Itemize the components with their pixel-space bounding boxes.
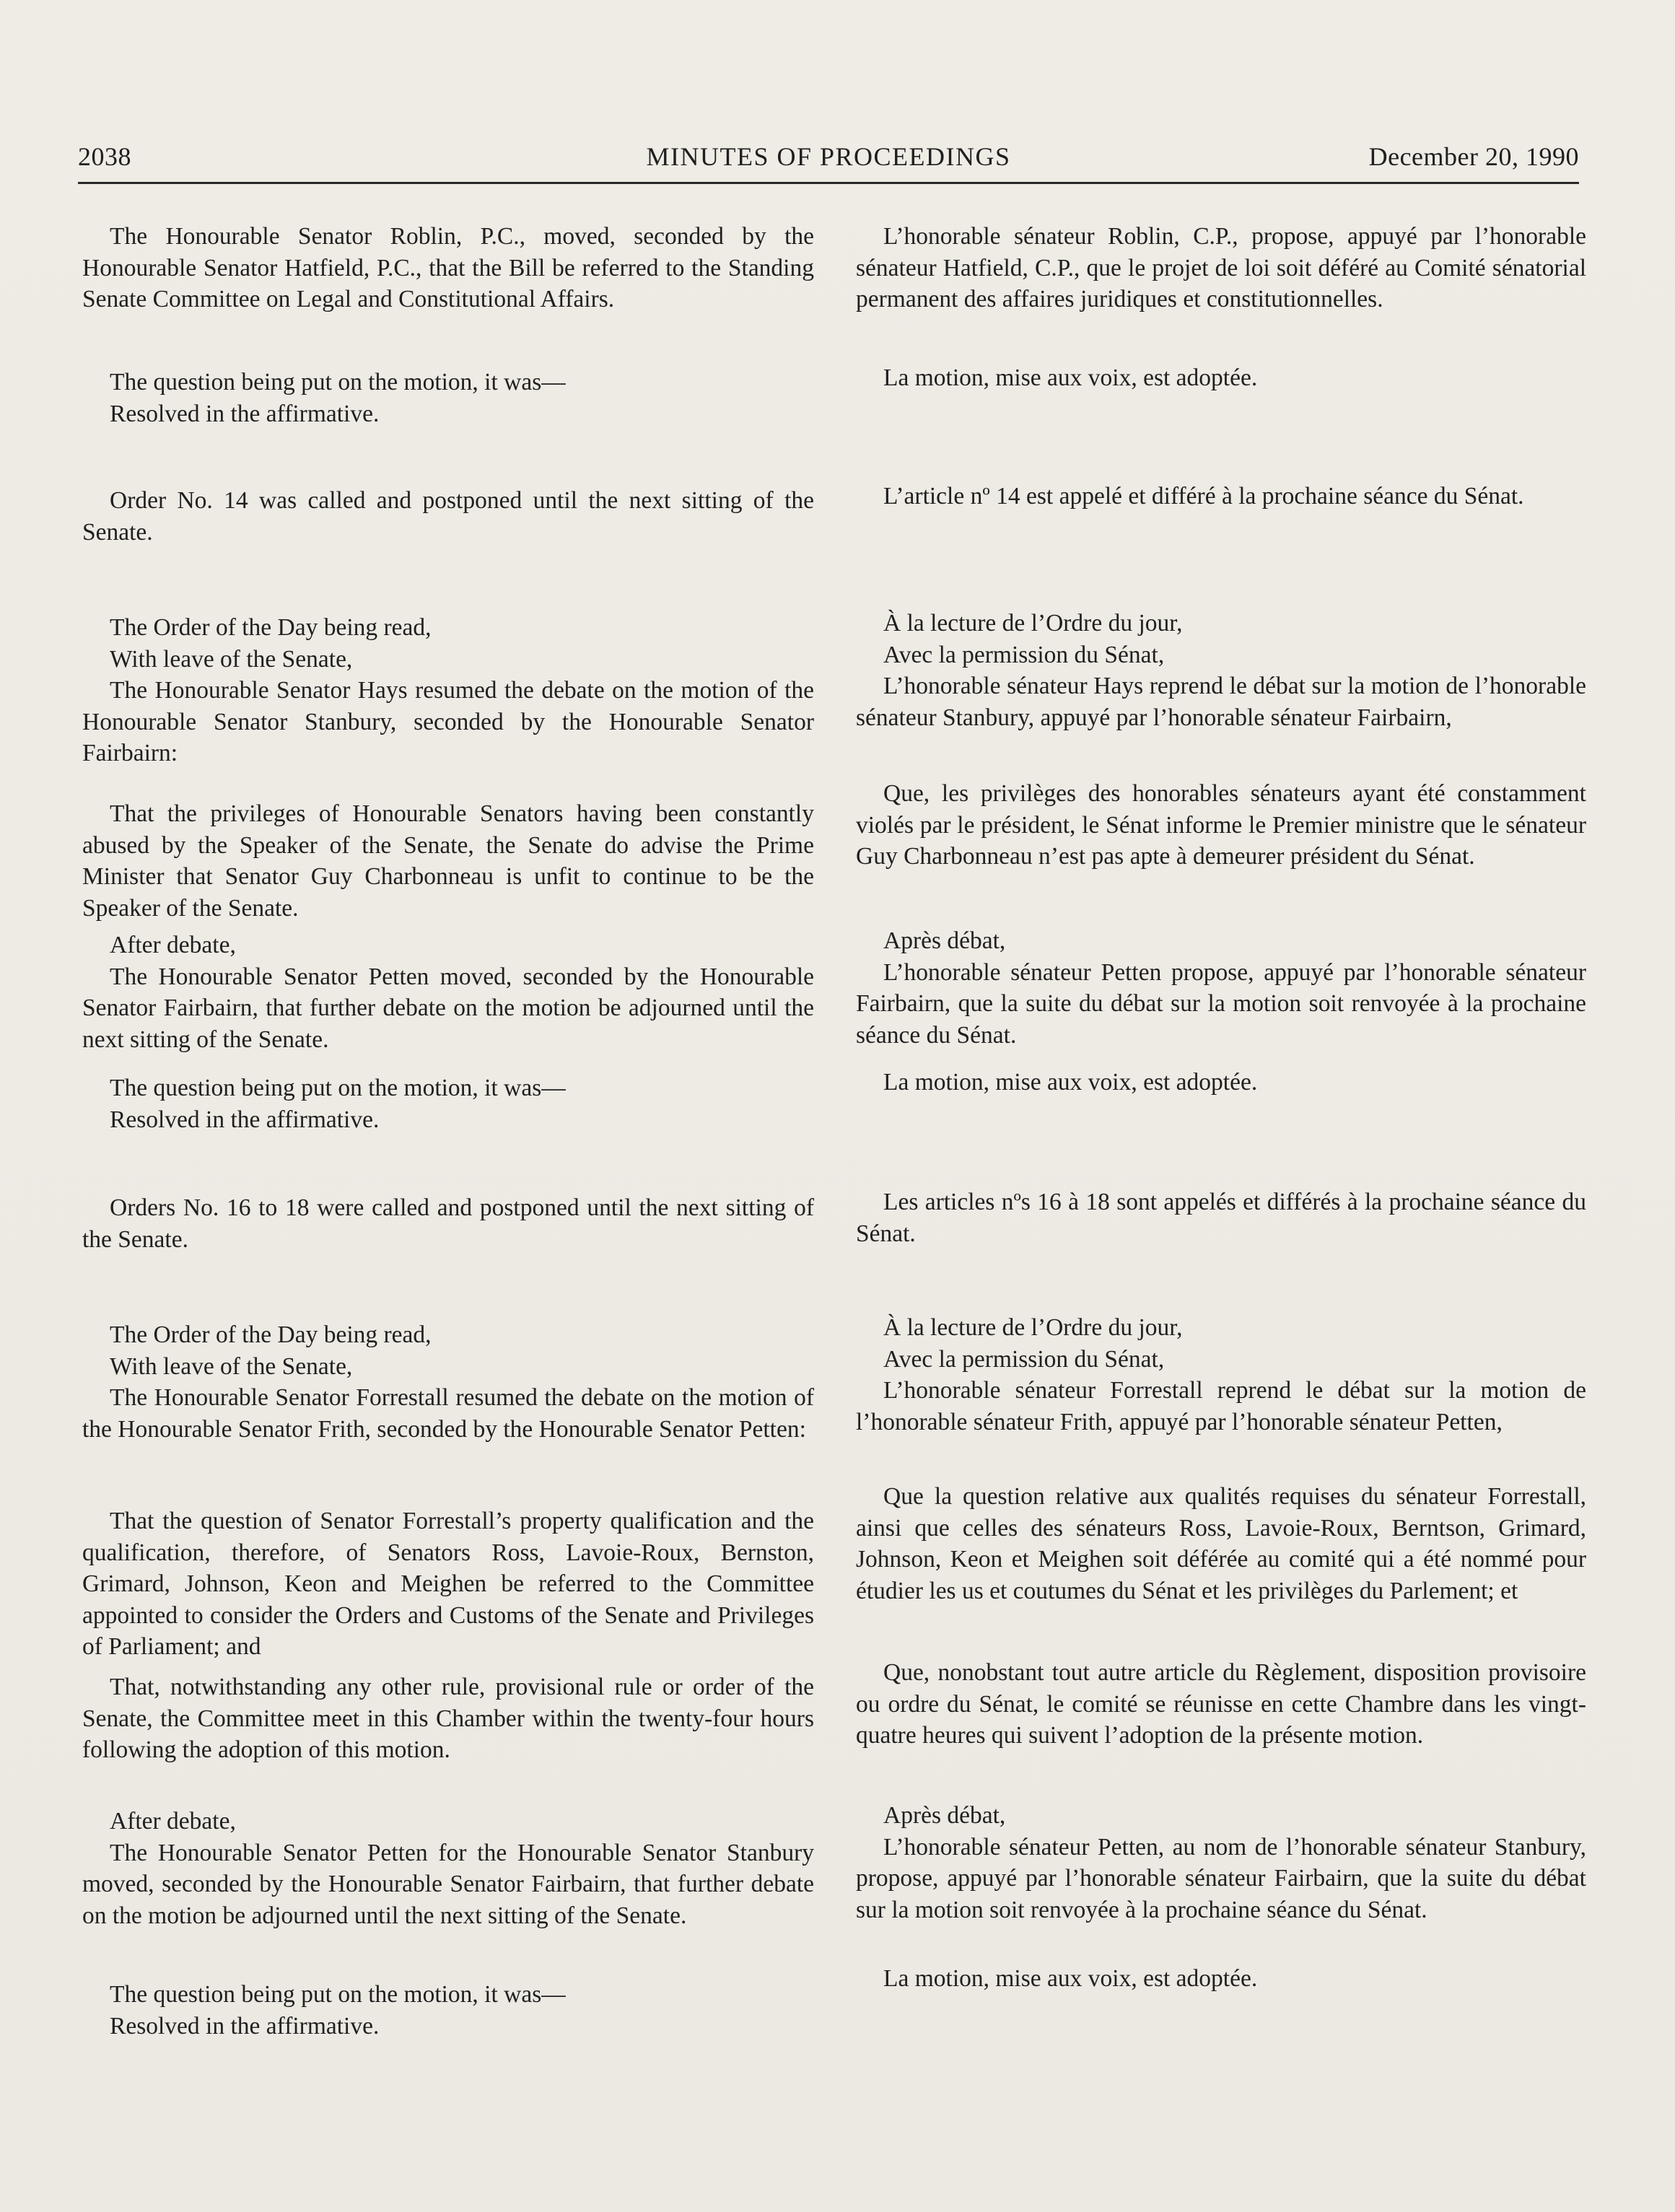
fr-motion-text-1: Que, les privilèges des honorables sénateurs ayant été constamment violés par le président, le Sénat informe le Premier ministre que le sénateur Guy Charbonneau n’est pas apte à demeurer président du Sénat. (856, 780, 1586, 870)
fr-order-of-day-2: À la lecture de l’Ordre du jour, Avec la permission du Sénat, L’honorable sénateur Forrestall reprend le débat sur la motion de l’honorable sénateur Frith, appuyé par l’honorable sénateur Petten, (856, 1314, 1586, 1435)
en-motion-text-1: That the privileges of Honourable Senators having been constantly abused by the Speaker of the Senate, the Senate do advise the Prime Minister that Senator Guy Charbonneau is unfit to continue to be the Speaker of the Senate. (82, 800, 814, 922)
en-question-1: The question being put on the motion, it was— Resolved in the affirmative. (110, 369, 566, 427)
en-order-14: Order No. 14 was called and postponed until the next sitting of the Senate. (82, 487, 814, 546)
fr-motion-text-2: Que la question relative aux qualités requises du sénateur Forrestall, ainsi que celles des sénateurs Ross, Lavoie-Roux, Berntson, Grimard, Johnson, Keon et Meighen soit déférée au comité qui a été nommé pour étudier les us et coutumes du Sénat et les privilèges du Parlement; et (856, 1483, 1586, 1604)
fr-roblin-motion: L’honorable sénateur Roblin, C.P., propose, appuyé par l’honorable sénateur Hatfield, C.P., que le projet de loi soit déféré au Comité sénatorial permanent des affaires juridiques et constitutionnelles. (856, 223, 1586, 312)
fr-question-1: La motion, mise aux voix, est adoptée. (883, 364, 1258, 391)
en-orders-16-18: Orders No. 16 to 18 were called and postponed until the next sitting of the Senate. (82, 1194, 814, 1253)
fr-order-of-day-1: À la lecture de l’Ordre du jour, Avec la permission du Sénat, L’honorable sénateur Hays reprend le débat sur la motion de l’honorable sénateur Stanbury, appuyé par l’honorable sénateur Fairbairn, (856, 610, 1586, 731)
en-motion-text-2: That the question of Senator Forrestall’s property qualification and the qualification, therefore, of Senators Ross, Lavoie-Roux, Bernston, Grimard, Johnson, Keon and Meighen be referred to the Committee appointed to consider the Orders and Customs of the Senate and Privileges of Parliament; and (82, 1508, 814, 1660)
fr-question-2: La motion, mise aux voix, est adoptée. (883, 1069, 1258, 1096)
page-title: MINUTES OF PROCEEDINGS (646, 142, 1011, 171)
en-roblin-motion: The Honourable Senator Roblin, P.C., moved, seconded by the Honourable Senator Hatfield, P.C., that the Bill be referred to the Standing Senate Committee on Legal and Constitutional Affairs. (82, 223, 814, 312)
en-question-2: The question being put on the motion, it was— Resolved in the affirmative. (110, 1075, 566, 1133)
fr-orders-16-18: Les articles nºs 16 à 18 sont appelés et différés à la prochaine séance du Sénat. (856, 1189, 1586, 1247)
page-header (78, 141, 1579, 178)
fr-order-14: L’article nº 14 est appelé et différé à la prochaine séance du Sénat. (883, 483, 1524, 510)
fr-motion-text-3: Que, nonobstant tout autre article du Règlement, disposition provisoire ou ordre du Sénat, le comité se réunisse en cette Chambre dans les vingt-quatre heures qui suivent l’adoption de la présente motion. (856, 1659, 1586, 1749)
page-number: 2038 (78, 142, 131, 171)
en-motion-text-3: That, notwithstanding any other rule, provisional rule or order of the Senate, the Committee meet in this Chamber within the twenty-four hours following the adoption of this motion. (82, 1674, 814, 1763)
en-after-debate-2: After debate, The Honourable Senator Petten for the Honourable Senator Stanbury moved, seconded by the Honourable Senator Fairbairn, that further debate on the motion be adjourned until the next sitting of the Senate. (82, 1808, 814, 1929)
fr-after-debate-1: Après débat, L’honorable sénateur Petten propose, appuyé par l’honorable sénateur Fairbairn, que la suite du débat sur la motion soit renvoyée à la prochaine séance du Sénat. (856, 927, 1586, 1049)
fr-question-3: La motion, mise aux voix, est adoptée. (883, 1965, 1258, 1992)
en-after-debate-1: After debate, The Honourable Senator Petten moved, seconded by the Honourable Senator Fairbairn, that further debate on the motion be adjourned until the next sitting of the Senate. (82, 932, 814, 1053)
en-order-of-day-2: The Order of the Day being read, With leave of the Senate, The Honourable Senator Forrestall resumed the debate on the motion of the Honourable Senator Frith, seconded by the Honourable Senator Petten: (82, 1321, 814, 1443)
en-question-3: The question being put on the motion, it was— Resolved in the affirmative. (110, 1981, 566, 2040)
fr-after-debate-2: Après débat, L’honorable sénateur Petten, au nom de l’honorable sénateur Stanbury, propose, appuyé par l’honorable sénateur Fairbairn, que la suite du débat sur la motion soit renvoyée à la prochaine séance du Sénat. (856, 1802, 1586, 1923)
page-date: December 20, 1990 (1368, 142, 1579, 171)
header-rule (78, 182, 1579, 184)
en-order-of-day-1: The Order of the Day being read, With leave of the Senate, The Honourable Senator Hays resumed the debate on the motion of the Honourable Senator Stanbury, seconded by the Honourable Senator Fairbairn: (82, 614, 814, 766)
